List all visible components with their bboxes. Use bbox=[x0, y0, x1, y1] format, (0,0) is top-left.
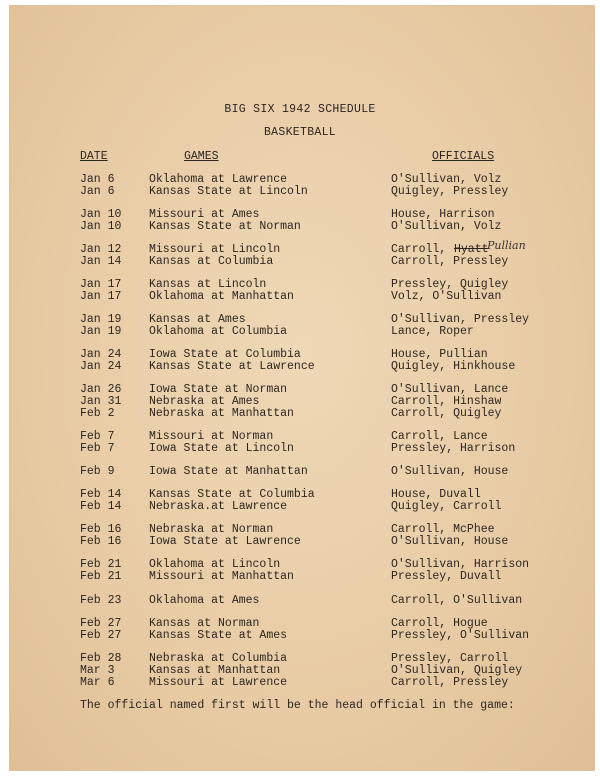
schedule-officials: O'Sullivan, Volz bbox=[391, 220, 502, 233]
schedule-officials: Quigley, Pressley bbox=[391, 185, 509, 198]
schedule-game: Missouri at Norman bbox=[149, 430, 274, 443]
schedule-game: Kansas State at Norman bbox=[149, 220, 301, 233]
schedule-game: Nebraska at Ames bbox=[149, 395, 260, 408]
schedule-game: Nebraska at Columbia bbox=[149, 652, 288, 665]
schedule-date: Jan 10 bbox=[80, 208, 122, 221]
schedule-game: Oklahoma at Ames bbox=[149, 594, 260, 607]
schedule-date: Jan 31 bbox=[80, 395, 122, 408]
schedule-date: Jan 6 bbox=[80, 185, 115, 198]
schedule-date: Jan 19 bbox=[80, 313, 122, 326]
schedule-officials: Carroll, O'Sullivan bbox=[391, 594, 523, 607]
schedule-officials: Carroll, Hinshaw bbox=[391, 395, 502, 408]
schedule-date: Jan 26 bbox=[80, 383, 122, 396]
schedule-game: Oklahoma at Lincoln bbox=[149, 558, 281, 571]
schedule-game: Nebraska.at Lawrence bbox=[149, 500, 288, 513]
schedule-officials: Pressley, Quigley bbox=[391, 278, 509, 291]
schedule-date: Feb 14 bbox=[80, 488, 122, 501]
schedule-date: Jan 17 bbox=[80, 278, 122, 291]
schedule-game: Kansas State at Columbia bbox=[149, 488, 315, 501]
schedule-game: Oklahoma at Columbia bbox=[149, 325, 288, 338]
schedule-game: Iowa State at Manhattan bbox=[149, 465, 308, 478]
schedule-officials: Quigley, Carroll bbox=[391, 500, 502, 513]
schedule-officials: Lance, Roper bbox=[391, 325, 474, 338]
schedule-game: Kansas State at Lawrence bbox=[149, 360, 315, 373]
schedule-officials: Pressley, Duvall bbox=[391, 570, 502, 583]
schedule-date: Jan 17 bbox=[80, 290, 122, 303]
schedule-officials: House, Duvall bbox=[391, 488, 481, 501]
schedule-game: Nebraska at Manhattan bbox=[149, 407, 294, 420]
schedule-date: Feb 14 bbox=[80, 500, 122, 513]
schedule-game: Kansas at Lincoln bbox=[149, 278, 267, 291]
schedule-game: Nebraska at Norman bbox=[149, 523, 274, 536]
schedule-date: Jan 6 bbox=[80, 173, 115, 186]
page-subtitle: BASKETBALL bbox=[263, 126, 336, 139]
schedule-officials: Carroll, bbox=[391, 243, 447, 256]
schedule-date: Jan 10 bbox=[80, 220, 122, 233]
schedule-date: Feb 23 bbox=[80, 594, 122, 607]
schedule-date: Feb 9 bbox=[80, 465, 115, 478]
schedule-game: Missouri at Lincoln bbox=[149, 243, 281, 256]
schedule-date: Feb 16 bbox=[80, 535, 122, 548]
schedule-officials: Carroll, McPhee bbox=[391, 523, 495, 536]
schedule-game: Kansas at Norman bbox=[149, 617, 260, 630]
schedule-date: Feb 27 bbox=[80, 629, 122, 642]
schedule-officials: O'Sullivan, Volz bbox=[391, 173, 502, 186]
column-header-games: GAMES bbox=[184, 150, 219, 163]
page-title: BIG SIX 1942 SCHEDULE bbox=[224, 103, 376, 116]
schedule-date: Feb 7 bbox=[80, 442, 115, 455]
schedule-officials: O'Sullivan, Quigley bbox=[391, 664, 523, 677]
handwritten-correction: Pullian bbox=[487, 239, 526, 252]
schedule-officials: O'Sullivan, Pressley bbox=[391, 313, 530, 326]
schedule-officials: Carroll, Pressley bbox=[391, 255, 509, 268]
struck-official: Hyatt bbox=[454, 243, 489, 256]
schedule-date: Jan 24 bbox=[80, 360, 122, 373]
schedule-game: Iowa State at Columbia bbox=[149, 348, 301, 361]
schedule-date: Feb 27 bbox=[80, 617, 122, 630]
schedule-officials: Pressley, O'Sullivan bbox=[391, 629, 530, 642]
schedule-officials: Pressley, Harrison bbox=[391, 442, 516, 455]
schedule-date: Jan 12 bbox=[80, 243, 122, 256]
column-header-date: DATE bbox=[80, 150, 108, 163]
schedule-game: Missouri at Lawrence bbox=[149, 676, 288, 689]
schedule-game: Kansas State at Lincoln bbox=[149, 185, 308, 198]
schedule-date: Feb 28 bbox=[80, 652, 122, 665]
schedule-game: Missouri at Ames bbox=[149, 208, 260, 221]
schedule-officials: O'Sullivan, Harrison bbox=[391, 558, 530, 571]
schedule-officials: House, Pullian bbox=[391, 348, 488, 361]
schedule-officials: O'Sullivan, Lance bbox=[391, 383, 509, 396]
schedule-game: Kansas at Manhattan bbox=[149, 664, 281, 677]
schedule-date: Feb 21 bbox=[80, 570, 122, 583]
schedule-date: Feb 7 bbox=[80, 430, 115, 443]
schedule-game: Iowa State at Lawrence bbox=[149, 535, 301, 548]
schedule-date: Jan 19 bbox=[80, 325, 122, 338]
schedule-date: Jan 24 bbox=[80, 348, 122, 361]
schedule-officials: Carroll, Hogue bbox=[391, 617, 488, 630]
schedule-game: Kansas at Ames bbox=[149, 313, 246, 326]
schedule-officials: Carroll, Quigley bbox=[391, 407, 502, 420]
schedule-date: Jan 14 bbox=[80, 255, 122, 268]
schedule-game: Kansas State at Ames bbox=[149, 629, 288, 642]
schedule-game: Iowa State at Norman bbox=[149, 383, 288, 396]
schedule-officials: Carroll, Lance bbox=[391, 430, 488, 443]
footer-note: The official named first will be the head official in the game: bbox=[80, 699, 515, 712]
schedule-officials: Pressley, Carroll bbox=[391, 652, 509, 665]
schedule-date: Mar 3 bbox=[80, 664, 115, 677]
schedule-date: Feb 21 bbox=[80, 558, 122, 571]
schedule-date: Feb 16 bbox=[80, 523, 122, 536]
schedule-officials: O'Sullivan, House bbox=[391, 535, 509, 548]
column-header-officials: OFFICIALS bbox=[432, 150, 495, 163]
schedule-game: Oklahoma at Lawrence bbox=[149, 173, 288, 186]
schedule-game: Kansas at Columbia bbox=[149, 255, 274, 268]
schedule-officials: Carroll, Pressley bbox=[391, 676, 509, 689]
schedule-officials: House, Harrison bbox=[391, 208, 495, 221]
schedule-date: Feb 2 bbox=[80, 407, 115, 420]
schedule-officials: Quigley, Hinkhouse bbox=[391, 360, 516, 373]
pencil-mark: (M) bbox=[95, 30, 124, 49]
schedule-officials: O'Sullivan, House bbox=[391, 465, 509, 478]
schedule-game: Missouri at Manhattan bbox=[149, 570, 294, 583]
schedule-game: Iowa State at Lincoln bbox=[149, 442, 294, 455]
schedule-game: Oklahoma at Manhattan bbox=[149, 290, 294, 303]
schedule-date: Mar 6 bbox=[80, 676, 115, 689]
schedule-officials: Volz, O'Sullivan bbox=[391, 290, 502, 303]
